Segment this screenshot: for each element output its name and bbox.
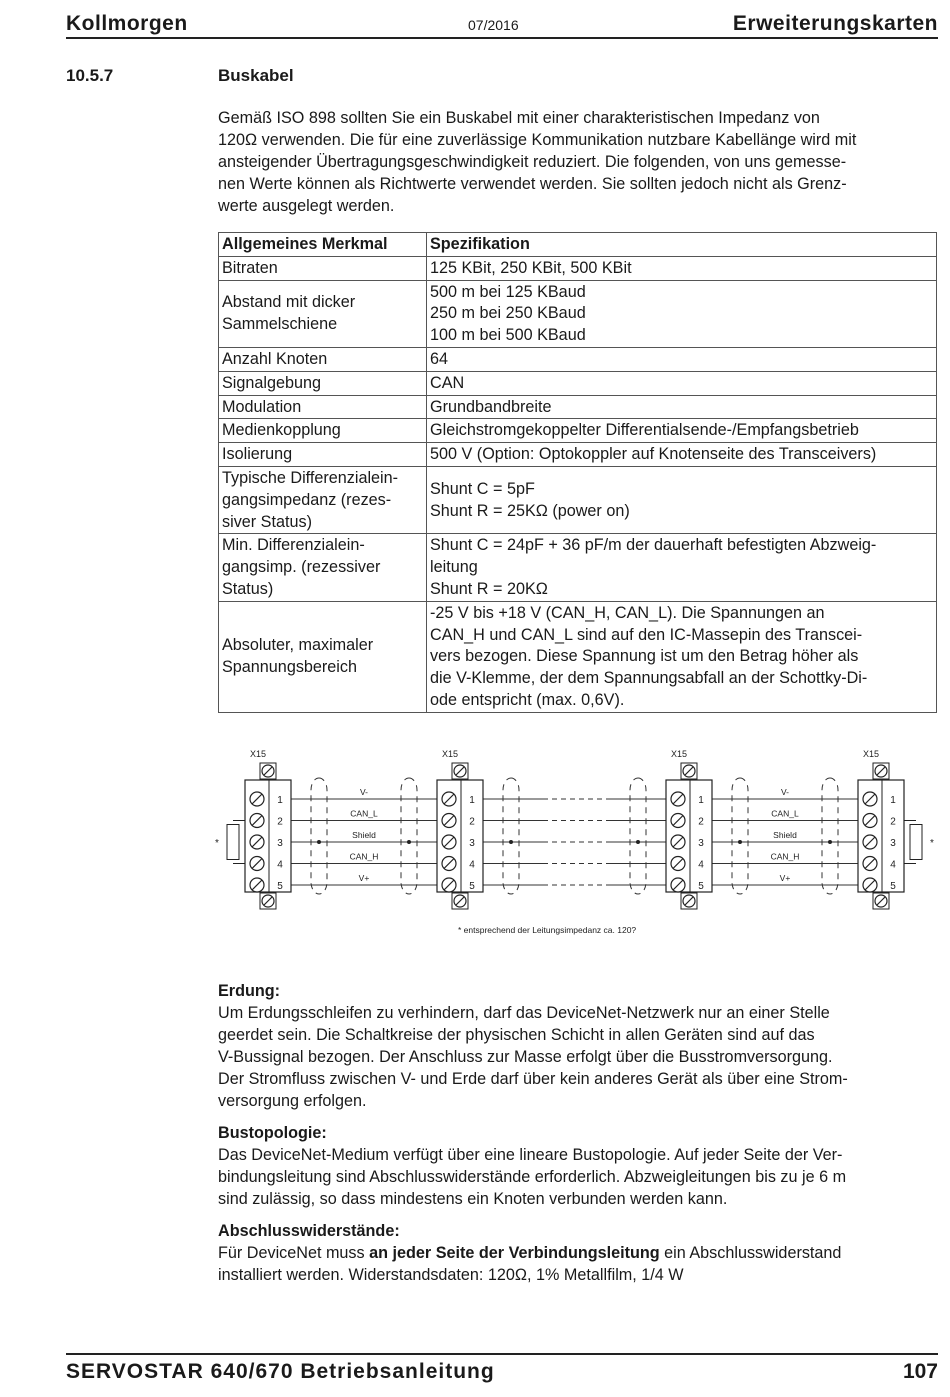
wire-label: CAN_H bbox=[770, 851, 800, 862]
pin-number: 4 bbox=[698, 859, 704, 871]
feature-cell bbox=[219, 371, 427, 395]
page-number: 107 bbox=[902, 1360, 938, 1383]
pin-number: 2 bbox=[469, 816, 475, 828]
erdung-line: geerdet sein. Die Schaltkreise der physischen Schicht in allen Geräten sind auf das bbox=[218, 1026, 815, 1044]
feature-line: Typische Differenzialein- bbox=[222, 468, 399, 487]
intro-line: ansteigender Übertragungsgeschwindigkeit reduziert. Die folgenden, von uns gemesse- bbox=[218, 153, 847, 171]
spec-line: 64 bbox=[430, 349, 449, 368]
erdung-heading: Erdung: bbox=[218, 982, 281, 1000]
pin-number: 4 bbox=[469, 859, 475, 871]
table-row bbox=[219, 280, 937, 347]
spec-line: 125 KBit, 250 KBit, 500 KBit bbox=[430, 258, 632, 277]
spec-line: vers bezogen. Diese Spannung ist um den Betrag höher als bbox=[430, 647, 859, 666]
spec-line: 250 m bei 250 KBaud bbox=[430, 304, 586, 323]
pin-number: 1 bbox=[277, 795, 283, 806]
wire-label: Shield bbox=[773, 830, 797, 840]
feature-cell bbox=[219, 443, 427, 467]
shield-junction bbox=[636, 840, 640, 844]
intro-paragraph bbox=[218, 107, 933, 217]
cable-end-outline bbox=[732, 778, 748, 894]
spec-line: Shunt C = 5pF bbox=[430, 479, 535, 498]
cable-end-outline bbox=[822, 778, 838, 894]
pin-number: 3 bbox=[277, 838, 283, 849]
erdung-line: versorgung erfolgen. bbox=[218, 1092, 367, 1110]
pin-number: 5 bbox=[890, 881, 896, 892]
spec-line: 500 V (Option: Optokoppler auf Knotenseite des Transceivers) bbox=[430, 445, 877, 464]
erdung-line: Um Erdungsschleifen zu verhindern, darf das DeviceNet-Netzwerk nur an einer Stelle bbox=[218, 1004, 830, 1022]
cable-end-outline bbox=[503, 778, 519, 894]
spec-line: Grundbandbreite bbox=[430, 397, 552, 416]
spec-cell bbox=[427, 601, 937, 712]
feature-cell bbox=[219, 419, 427, 443]
bus-wiring-diagram bbox=[205, 740, 940, 955]
feature-cell bbox=[219, 347, 427, 371]
terminal-label: X15 bbox=[671, 749, 688, 759]
spec-cell bbox=[427, 347, 937, 371]
spec-cell bbox=[427, 443, 937, 467]
feature-line: Isolierung bbox=[222, 445, 293, 464]
feature-line: gangsimp. (rezessiver bbox=[222, 558, 381, 577]
feature-cell bbox=[219, 395, 427, 419]
header-rule bbox=[66, 37, 938, 39]
feature-cell bbox=[219, 601, 427, 712]
feature-line: Sammelschiene bbox=[222, 315, 338, 334]
shield-junction bbox=[738, 840, 742, 844]
pin-number: 1 bbox=[698, 795, 704, 806]
wire-label: CAN_H bbox=[349, 851, 379, 862]
spec-line: leitung bbox=[430, 558, 478, 577]
abschluss-section bbox=[218, 1220, 933, 1286]
spec-cell bbox=[427, 534, 937, 601]
shield-junction bbox=[509, 840, 513, 844]
spec-table bbox=[218, 232, 937, 713]
spec-line: Shunt C = 24pF + 36 pF/m der dauerhaft befestigten Abzweig- bbox=[430, 536, 877, 555]
terminator-mark: * bbox=[215, 838, 219, 849]
abschluss-text: ein Abschlusswiderstand bbox=[659, 1244, 842, 1262]
erdung-section bbox=[218, 980, 933, 1112]
feature-line: Medienkopplung bbox=[222, 421, 341, 440]
spec-cell bbox=[427, 256, 937, 280]
table-row bbox=[219, 347, 937, 371]
terminal-label: X15 bbox=[863, 749, 880, 759]
wire-label: CAN_L bbox=[771, 808, 799, 819]
wiring-diagram-svg bbox=[205, 740, 940, 950]
spec-line: CAN bbox=[430, 373, 465, 392]
header-date: 07/2016 bbox=[468, 17, 519, 33]
spec-line: die V-Klemme, der dem Spannungsabfall an der Schottky-Di- bbox=[430, 669, 868, 688]
spec-line: Shunt R = 20KΩ bbox=[430, 579, 548, 598]
footer-rule bbox=[66, 1353, 938, 1355]
terminator-mark: * bbox=[930, 838, 934, 849]
pin-number: 2 bbox=[890, 816, 896, 828]
erdung-line: Der Stromfluss zwischen V- und Erde darf über kein anderes Gerät als über eine Strom- bbox=[218, 1070, 848, 1088]
wire-label: V+ bbox=[358, 873, 370, 883]
abschluss-heading: Abschlusswiderstände: bbox=[218, 1222, 400, 1240]
pin-number: 3 bbox=[469, 838, 475, 849]
spec-cell bbox=[427, 419, 937, 443]
shield-junction bbox=[828, 840, 832, 844]
feature-line: Min. Differenzialein- bbox=[222, 536, 365, 555]
section-title: Buskabel bbox=[218, 66, 294, 85]
feature-line: Bitraten bbox=[222, 258, 278, 277]
cable-end-outline bbox=[401, 778, 417, 894]
table-header-row bbox=[219, 233, 937, 257]
abschluss-emphasis: an jeder Seite der Verbindungsleitung bbox=[369, 1244, 660, 1262]
section-number: 10.5.7 bbox=[66, 66, 114, 85]
feature-line: Signalgebung bbox=[222, 373, 322, 392]
spec-cell bbox=[427, 371, 937, 395]
wire-label: Shield bbox=[352, 830, 376, 840]
terminating-resistor bbox=[227, 825, 239, 860]
spec-line: Shunt R = 25KΩ (power on) bbox=[430, 501, 630, 520]
wire-label: V- bbox=[780, 787, 790, 797]
pin-number: 2 bbox=[698, 816, 704, 828]
intro-line: nen Werte können als Richtwerte verwendet werden. Sie sollten jedoch nicht als Grenz- bbox=[218, 175, 847, 193]
pin-number: 3 bbox=[698, 838, 704, 849]
intro-line: 120Ω verwenden. Die für eine zuverlässige Kommunikation nutzbare Kabellänge wird mit bbox=[218, 131, 857, 149]
spec-line: CAN_H und CAN_L sind auf den IC-Massepin des Transcei- bbox=[430, 625, 863, 644]
terminal-label: X15 bbox=[442, 749, 459, 759]
feature-line: Spannungsbereich bbox=[222, 658, 358, 677]
feature-line: Absoluter, maximaler bbox=[222, 636, 374, 655]
table-row bbox=[219, 395, 937, 419]
bustopologie-heading: Bustopologie: bbox=[218, 1124, 327, 1142]
shield-junction bbox=[407, 840, 411, 844]
table-row bbox=[219, 256, 937, 280]
abschluss-text: Für DeviceNet muss bbox=[218, 1244, 370, 1262]
spec-cell bbox=[427, 395, 937, 419]
pin-number: 5 bbox=[469, 881, 475, 892]
spec-cell bbox=[427, 466, 937, 533]
intro-line: Gemäß ISO 898 sollten Sie ein Buskabel mit einer charakteristischen Impedanz von bbox=[218, 109, 820, 127]
feature-cell bbox=[219, 534, 427, 601]
feature-cell bbox=[219, 466, 427, 533]
wire-label: V+ bbox=[779, 873, 791, 883]
intro-line: werte ausgelegt werden. bbox=[218, 197, 395, 215]
pin-number: 2 bbox=[277, 816, 283, 828]
pin-number: 1 bbox=[890, 795, 896, 806]
bustopologie-section bbox=[218, 1122, 933, 1210]
bustopologie-line: bindungsleitung sind Abschlusswiderstände erforderlich. Abzweigleitungen bis zu je 6 m bbox=[218, 1168, 847, 1186]
bustopologie-line: sind zulässig, so dass mindestens ein Knoten verbunden werden kann. bbox=[218, 1190, 728, 1208]
header-brand: Kollmorgen bbox=[66, 12, 188, 35]
feature-line: Abstand mit dicker bbox=[222, 293, 356, 312]
table-row bbox=[219, 601, 937, 712]
pin-number: 3 bbox=[890, 838, 896, 849]
pin-number: 4 bbox=[277, 859, 283, 871]
abschluss-line-1 bbox=[218, 1242, 933, 1264]
feature-line: siver Status) bbox=[222, 512, 312, 531]
feature-cell bbox=[219, 280, 427, 347]
pin-number: 5 bbox=[698, 881, 704, 892]
table-header-feature: Allgemeines Merkmal bbox=[219, 233, 427, 257]
header-section: Erweiterungskarten bbox=[732, 12, 938, 35]
bustopologie-line: Das DeviceNet-Medium verfügt über eine lineare Bustopologie. Auf jeder Seite der Ver- bbox=[218, 1146, 843, 1164]
wire-label: CAN_L bbox=[350, 808, 378, 819]
table-header-spec: Spezifikation bbox=[427, 233, 937, 257]
table-row bbox=[219, 534, 937, 601]
spec-line: -25 V bis +18 V (CAN_H, CAN_L). Die Spannungen an bbox=[430, 603, 825, 622]
abschluss-line-2: installiert werden. Widerstandsdaten: 120Ω, 1% Metallfilm, 1/4 W bbox=[218, 1266, 684, 1284]
shield-junction bbox=[317, 840, 321, 844]
pin-number: 1 bbox=[469, 795, 475, 806]
diagram-footnote: * entsprechend der Leitungsimpedanz ca. 120? bbox=[458, 925, 637, 935]
table-row bbox=[219, 419, 937, 443]
terminal-label: X15 bbox=[250, 749, 267, 759]
feature-line: Anzahl Knoten bbox=[222, 349, 328, 368]
table-row bbox=[219, 443, 937, 467]
footer-title: SERVOSTAR 640/670 Betriebsanleitung bbox=[66, 1360, 495, 1383]
wire-label: V- bbox=[359, 787, 369, 797]
table-row bbox=[219, 371, 937, 395]
feature-line: gangsimpedanz (rezes- bbox=[222, 490, 392, 509]
erdung-line: V-Bussignal bezogen. Der Anschluss zur Masse erfolgt über die Busstromversorgung. bbox=[218, 1048, 833, 1066]
pin-number: 5 bbox=[277, 881, 283, 892]
spec-line: 500 m bei 125 KBaud bbox=[430, 282, 586, 301]
feature-line: Status) bbox=[222, 579, 274, 598]
cable-end-outline bbox=[630, 778, 646, 894]
spec-line: ode entspricht (max. 0,6V). bbox=[430, 690, 625, 709]
feature-cell bbox=[219, 256, 427, 280]
cable-end-outline bbox=[311, 778, 327, 894]
spec-line: Gleichstromgekoppelter Differentialsende-/Empfangsbetrieb bbox=[430, 421, 859, 440]
spec-cell bbox=[427, 280, 937, 347]
terminating-resistor bbox=[910, 825, 922, 860]
table-row bbox=[219, 466, 937, 533]
spec-line: 100 m bei 500 KBaud bbox=[430, 326, 586, 345]
pin-number: 4 bbox=[890, 859, 896, 871]
feature-line: Modulation bbox=[222, 397, 302, 416]
